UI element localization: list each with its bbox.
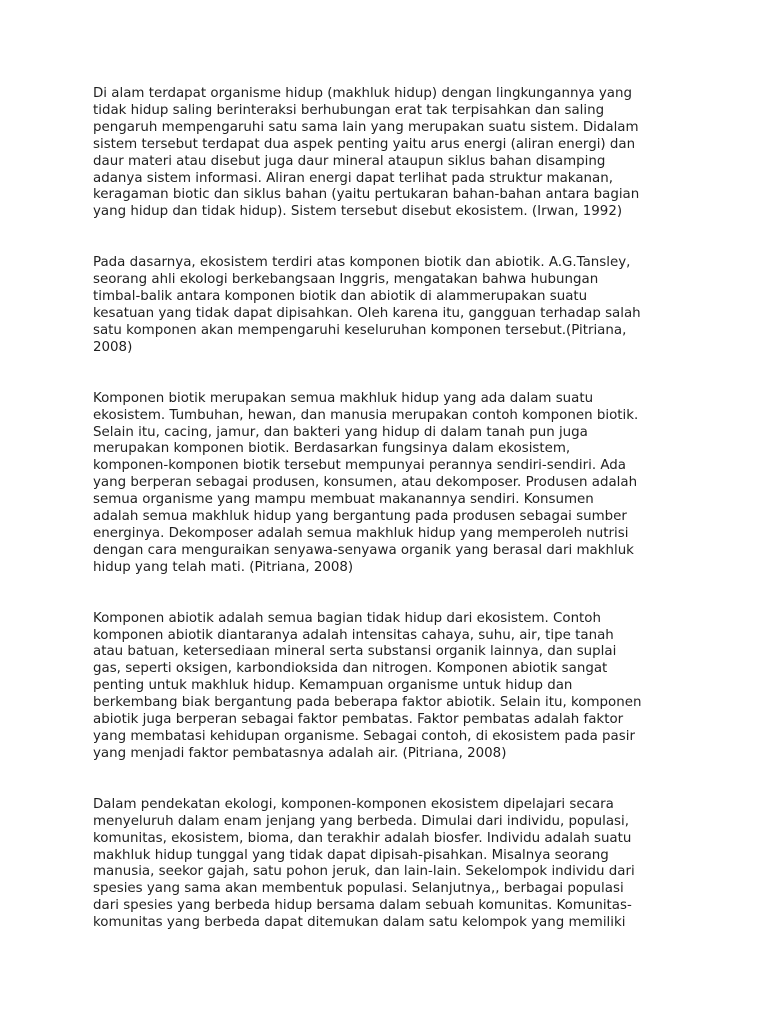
text-line: adalah semua makhluk hidup yang bergantung pada produsen sebagai sumber bbox=[93, 509, 627, 525]
text-line: komponen-komponen biotik tersebut mempunyai perannya sendiri-sendiri. Ada bbox=[93, 458, 627, 474]
paragraph-ekosistem-definition bbox=[93, 86, 683, 221]
text-line: spesies yang sama akan membentuk populasi. Selanjutnya,, berbagai populasi bbox=[93, 881, 624, 897]
text-line: energinya. Dekomposer adalah semua makhluk hidup yang memperoleh nutrisi bbox=[93, 525, 629, 541]
text-line: yang membatasi kehidupan organisme. Sebagai contoh, di ekosistem pada pasir bbox=[93, 729, 635, 744]
paragraph-pendekatan-ekologi bbox=[93, 797, 683, 932]
text-line: adanya sistem informasi. Aliran energi dapat terlihat pada struktur makanan, bbox=[93, 170, 613, 186]
text-line: Komponen biotik merupakan semua makhluk hidup yang ada dalam suatu bbox=[93, 390, 594, 406]
text-line: Dalam pendekatan ekologi, komponen-komponen ekosistem dipelajari secara bbox=[93, 796, 614, 812]
text-line: yang menjadi faktor pembatasnya adalah air. (Pitriana, 2008) bbox=[93, 745, 507, 761]
text-line: berkembang biak bergantung pada beberapa faktor abiotik. Selain itu, komponen bbox=[93, 695, 642, 711]
text-line: Pada dasarnya, ekosistem terdiri atas komponen biotik dan abiotik. A.G.Tansley, bbox=[93, 255, 631, 271]
text-line: merupakan komponen biotik. Berdasarkan fungsinya dalam ekosistem, bbox=[93, 441, 571, 457]
text-line: Selain itu, cacing, jamur, dan bakteri yang hidup di dalam tanah pun juga bbox=[93, 424, 588, 440]
text-line: sistem tersebut terdapat dua aspek penting yaitu arus energi (aliran energi) dan bbox=[93, 136, 636, 152]
text-line: keragaman biotic dan siklus bahan (yaitu pertukaran bahan-bahan antara bagian bbox=[93, 187, 640, 203]
text-line: dari spesies yang berbeda hidup bersama dalam sebuah komunitas. Komunitas- bbox=[93, 898, 632, 914]
text-line: seorang ahli ekologi berkebangsaan Inggris, mengatakan bahwa hubungan bbox=[93, 272, 599, 288]
text-line: abiotik juga berperan sebagai faktor pembatas. Faktor pembatas adalah faktor bbox=[93, 712, 624, 728]
text-line: Komponen abiotik adalah semua bagian tidak hidup dari ekosistem. Contoh bbox=[93, 610, 601, 626]
text-line: 2008) bbox=[93, 339, 133, 355]
text-line: yang berperan sebagai produsen, konsumen, atau dekomposer. Produsen adalah bbox=[93, 475, 638, 491]
paragraph-komponen-biotik bbox=[93, 391, 683, 577]
text-line: daur materi atau disebut juga daur mineral ataupun siklus bahan disamping bbox=[93, 153, 606, 169]
text-line: tidak hidup saling berinteraksi berhubungan erat tak terpisahkan dan saling bbox=[93, 102, 605, 118]
text-line: ekosistem. Tumbuhan, hewan, dan manusia merupakan contoh komponen biotik. bbox=[93, 407, 639, 423]
text-line: makhluk hidup tunggal yang tidak dapat dipisah-pisahkan. Misalnya seorang bbox=[93, 847, 609, 863]
text-line: kesatuan yang tidak dapat dipisahkan. Oleh karena itu, gangguan terhadap salah bbox=[93, 305, 641, 321]
paragraph-komponen-biotik-abiotik bbox=[93, 255, 683, 356]
text-line: satu komponen akan mempengaruhi keseluruhan komponen tersebut.(Pitriana, bbox=[93, 322, 627, 338]
text-line: yang hidup dan tidak hidup). Sistem tersebut disebut ekosistem. (Irwan, 1992) bbox=[93, 204, 623, 220]
text-line: hidup yang telah mati. (Pitriana, 2008) bbox=[93, 559, 354, 575]
text-line: atau batuan, ketersediaan mineral serta substansi organik lainnya, dan suplai bbox=[93, 644, 617, 660]
text-line: pengaruh mempengaruhi satu sama lain yang merupakan suatu sistem. Didalam bbox=[93, 119, 639, 135]
text-line: menyeluruh dalam enam jenjang yang berbeda. Dimulai dari individu, populasi, bbox=[93, 813, 630, 829]
text-line: Di alam terdapat organisme hidup (makhluk hidup) dengan lingkungannya yang bbox=[93, 86, 632, 101]
text-line: dengan cara menguraikan senyawa-senyawa organik yang berasal dari makhluk bbox=[93, 542, 634, 558]
text-line: komponen abiotik diantaranya adalah intensitas cahaya, suhu, air, tipe tanah bbox=[93, 627, 614, 643]
text-line: komunitas yang berbeda dapat ditemukan dalam satu kelompok yang memiliki bbox=[93, 915, 626, 931]
text-line: komunitas, ekosistem, bioma, dan terakhir adalah biosfer. Individu adalah suatu bbox=[93, 830, 632, 846]
text-line: timbal-balik antara komponen biotik dan abiotik di alammerupakan suatu bbox=[93, 289, 588, 305]
document-page bbox=[93, 86, 683, 932]
text-line: penting untuk makhluk hidup. Kemampuan organisme untuk hidup dan bbox=[93, 678, 573, 694]
text-line: semua organisme yang mampu membuat makanannya sendiri. Konsumen bbox=[93, 492, 594, 508]
paragraph-komponen-abiotik bbox=[93, 611, 683, 763]
text-line: gas, seperti oksigen, karbondioksida dan nitrogen. Komponen abiotik sangat bbox=[93, 661, 608, 677]
text-line: manusia, seekor gajah, satu pohon jeruk, dan lain-lain. Sekelompok individu dari bbox=[93, 864, 635, 880]
